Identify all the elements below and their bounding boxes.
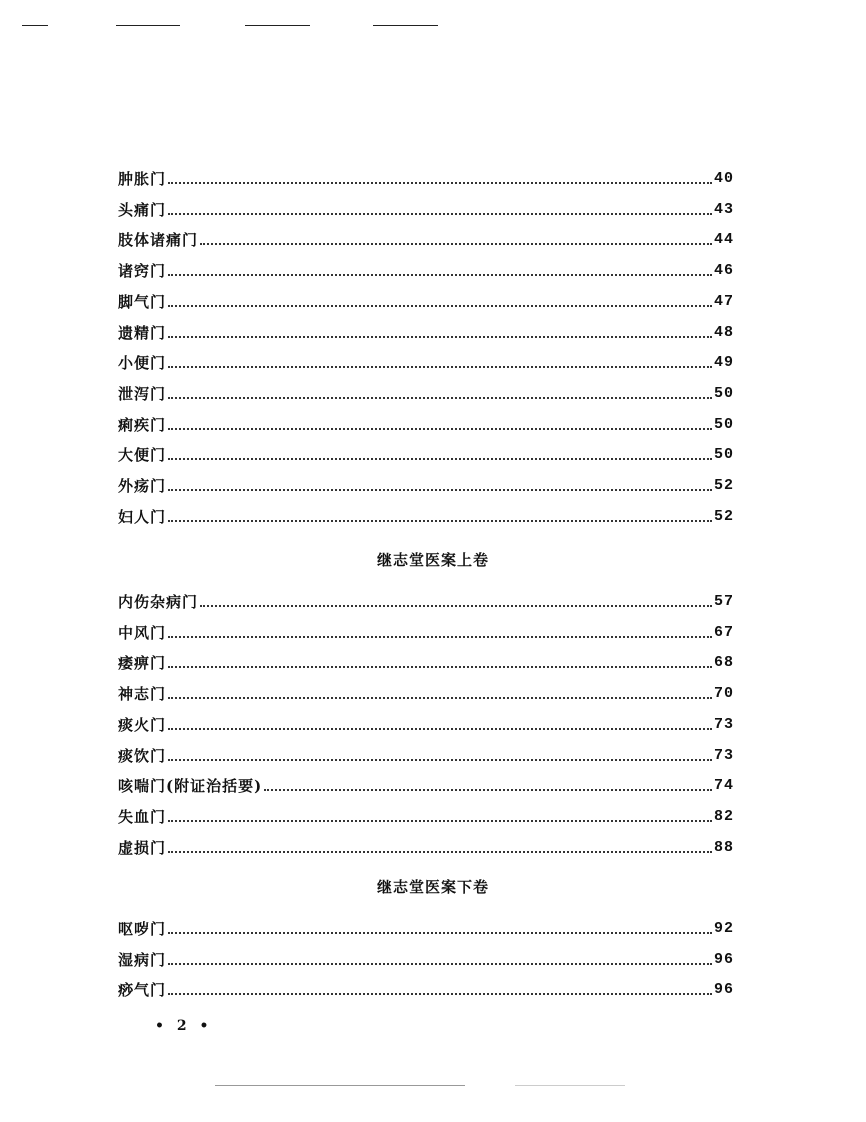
- entry-title: 脚气门: [118, 292, 167, 311]
- entry-title: 肢体诸痛门: [118, 231, 199, 250]
- entry-title: 痿痹门: [118, 654, 167, 673]
- scan-artifact-line: [515, 1085, 625, 1086]
- toc-entry: [118, 805, 734, 827]
- dot-leader: [168, 428, 712, 430]
- entry-title: 泄泻门: [118, 384, 167, 403]
- toc-entry: [118, 948, 734, 970]
- entry-title: 遗精门: [118, 323, 167, 342]
- dot-leader: [168, 728, 712, 730]
- section-heading: 继志堂医案上卷: [376, 551, 489, 569]
- toc-entry: [118, 836, 734, 858]
- entry-page: 57: [713, 593, 734, 610]
- toc-entry: [118, 443, 734, 465]
- top-rule: [116, 25, 180, 26]
- dot-leader: [168, 697, 712, 699]
- entry-page: 82: [713, 807, 734, 825]
- toc-entry: [118, 713, 734, 735]
- entry-title: 痰饮门: [118, 746, 167, 765]
- toc-entry: [118, 621, 734, 643]
- scan-artifact-line: [215, 1085, 465, 1086]
- toc-entry: [118, 744, 734, 766]
- entry-title: 中风门: [118, 623, 167, 642]
- top-rule: [373, 25, 438, 26]
- entry-title: 痢疾门: [118, 415, 167, 434]
- dot-leader: [200, 605, 712, 607]
- entry-page: 40: [713, 170, 734, 187]
- dot-leader: [168, 458, 712, 460]
- toc-entry: [118, 382, 734, 404]
- toc-entry: [118, 321, 734, 343]
- toc-entry: [118, 978, 734, 1000]
- entry-title: 外疡门: [118, 477, 167, 495]
- toc-entry: [118, 351, 734, 373]
- section-heading: 继志堂医案下卷: [376, 878, 489, 896]
- toc-entry: [118, 505, 734, 527]
- page-number: • 2 •: [155, 1018, 209, 1034]
- toc-entry: [118, 290, 734, 312]
- entry-title: 内伤杂病门: [118, 593, 199, 611]
- entry-page: 50: [713, 446, 734, 464]
- dot-leader: [168, 213, 712, 215]
- dot-leader: [168, 274, 712, 276]
- dot-leader: [168, 366, 712, 368]
- entry-page: 96: [713, 950, 734, 968]
- entry-page: 50: [713, 384, 734, 402]
- entry-title: 头痛门: [118, 200, 167, 219]
- entry-page: 73: [713, 715, 734, 733]
- entry-title: 虚损门: [118, 838, 167, 857]
- dot-leader: [168, 182, 712, 184]
- entry-page: 67: [713, 623, 734, 641]
- toc-entry: [118, 682, 734, 704]
- dot-leader: [168, 666, 712, 668]
- toc-entry: [118, 259, 734, 281]
- entry-title: 失血门: [118, 807, 167, 826]
- toc-entry: [118, 651, 734, 673]
- entry-page: 70: [713, 685, 734, 703]
- entry-page: 52: [713, 477, 734, 494]
- toc-entry: [118, 413, 734, 435]
- entry-title: 痰火门: [118, 715, 167, 734]
- entry-page: 74: [713, 777, 734, 795]
- dot-leader: [168, 820, 712, 822]
- toc-entry: [118, 590, 734, 612]
- entry-title: 咳喘门(附证治括要): [118, 777, 263, 796]
- top-rule: [245, 25, 310, 26]
- top-rule: [22, 25, 48, 26]
- entry-page: 68: [713, 654, 734, 672]
- entry-page: 52: [713, 507, 734, 525]
- entry-page: 96: [713, 981, 734, 999]
- dot-leader: [168, 336, 712, 338]
- toc-entry: [118, 917, 734, 939]
- entry-page: 92: [713, 920, 734, 937]
- entry-title: 痧气门: [118, 981, 167, 1000]
- entry-page: 50: [713, 415, 734, 433]
- entry-title: 肿胀门: [118, 170, 167, 188]
- dot-leader: [168, 305, 712, 307]
- dot-leader: [168, 520, 712, 522]
- entry-title: 湿病门: [118, 950, 167, 969]
- dot-leader: [200, 243, 712, 245]
- toc-entry: [118, 774, 734, 796]
- entry-title: 妇人门: [118, 507, 167, 526]
- dot-leader: [168, 489, 712, 491]
- dot-leader: [168, 851, 712, 853]
- dot-leader: [168, 963, 712, 965]
- entry-page: 88: [713, 838, 734, 856]
- dot-leader: [168, 636, 712, 638]
- dot-leader: [168, 932, 712, 934]
- toc-entry: [118, 167, 734, 189]
- entry-title: 大便门: [118, 446, 167, 465]
- toc-entry: [118, 198, 734, 220]
- entry-page: 47: [713, 292, 734, 310]
- entry-page: 48: [713, 323, 734, 341]
- entry-title: 诸窍门: [118, 262, 167, 281]
- entry-page: 73: [713, 746, 734, 764]
- entry-title: 呕哕门: [118, 920, 167, 938]
- dot-leader: [168, 759, 712, 761]
- entry-page: 49: [713, 354, 734, 372]
- entry-page: 44: [713, 231, 734, 249]
- entry-page: 46: [713, 262, 734, 280]
- dot-leader: [264, 789, 712, 791]
- entry-title: 神志门: [118, 685, 167, 704]
- entry-page: 43: [713, 200, 734, 218]
- dot-leader: [168, 993, 712, 995]
- entry-title: 小便门: [118, 354, 167, 373]
- dot-leader: [168, 397, 712, 399]
- toc-entry: [118, 474, 734, 496]
- toc-entry: [118, 228, 734, 250]
